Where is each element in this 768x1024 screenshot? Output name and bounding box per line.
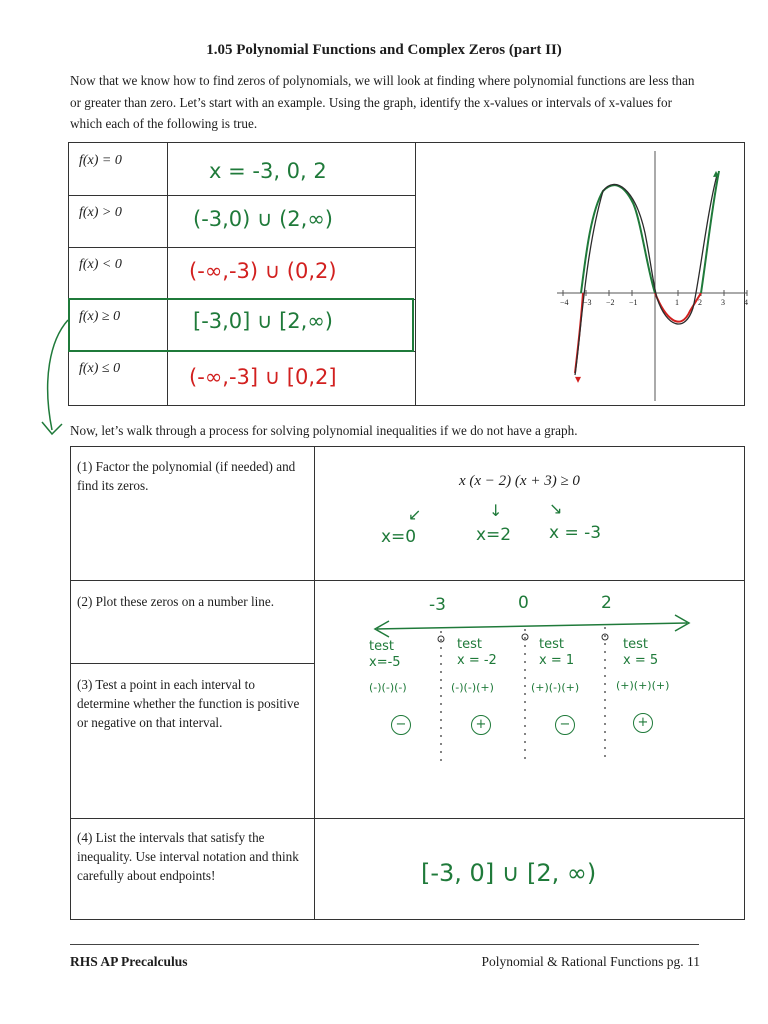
zero-x-neg3: x = -3 xyxy=(549,523,602,543)
zero-x-0: x=0 xyxy=(381,527,417,547)
number-line xyxy=(367,587,697,767)
condition-lt-zero: f(x) < 0 xyxy=(79,257,122,272)
number-line-label-0: 0 xyxy=(518,593,529,613)
positive-curve-right xyxy=(701,171,719,293)
arrow-down-right-icon: ↘ xyxy=(549,499,563,518)
signs-interval-4: (+)(+)(+) xyxy=(616,679,670,692)
footer-rule xyxy=(70,944,699,945)
signs-interval-1: (-)(-)(-) xyxy=(369,681,407,694)
x-tick-label: −3 xyxy=(583,298,592,307)
arrow-down-icon: ▾ xyxy=(575,372,582,386)
x-tick-label: 4 xyxy=(744,298,748,307)
x-tick-label: −1 xyxy=(629,298,638,307)
signs-interval-3: (+)(-)(+) xyxy=(531,681,580,694)
arrow-down-icon: ↓ xyxy=(489,501,503,520)
step-list-intervals: (4) List the intervals that satisfy the inequality. Use interval notation and think carefully about endpoints! xyxy=(77,830,299,883)
x-tick-label: −2 xyxy=(606,298,615,307)
highlight-box xyxy=(68,298,414,352)
steps-table xyxy=(70,446,745,920)
negative-curve xyxy=(575,293,701,373)
footer-page: Polynomial & Rational Functions pg. 11 xyxy=(481,954,700,969)
sign-result-interval-4: + xyxy=(633,713,653,733)
zero-x-2: x=2 xyxy=(476,525,512,545)
step-plot-zeros: (2) Plot these zeros on a number line. xyxy=(77,594,275,609)
answer-gt-zero: (-3,0) ∪ (2,∞) xyxy=(193,207,333,231)
step-factor: (1) Factor the polynomial (if needed) and find its zeros. xyxy=(77,459,296,493)
number-line-label-2: 2 xyxy=(601,593,612,613)
answer-lt-zero: (-∞,-3) ∪ (0,2) xyxy=(189,259,337,283)
answer-le-zero: (-∞,-3] ∪ [0,2] xyxy=(189,365,337,389)
x-tick-label: 3 xyxy=(721,298,725,307)
number-line-label-neg3: -3 xyxy=(429,595,446,615)
condition-gt-zero: f(x) > 0 xyxy=(79,205,122,220)
test-interval-3: test x = 1 xyxy=(539,637,575,668)
inequality-expression: x (x − 2) (x + 3) ≥ 0 xyxy=(459,473,580,489)
answer-eq-zero: x = -3, 0, 2 xyxy=(209,159,327,183)
conditions-table xyxy=(68,142,748,406)
test-interval-2: test x = -2 xyxy=(457,637,497,668)
condition-le-zero: f(x) ≤ 0 xyxy=(79,361,121,376)
x-tick-label: 1 xyxy=(675,298,679,307)
margin-arrow-icon xyxy=(36,310,76,450)
step-test-points: (3) Test a point in each interval to determine whether the function is positive or negative on that interval. xyxy=(77,677,300,730)
intro-paragraph: Now that we know how to find zeros of polynomials, we will look at finding where polynomial functions are less than or greater than zero. Let’s start with an example. Using the graph, identify the x-values or intervals of x-values for which each of the following is true. xyxy=(70,73,695,131)
polynomial-graph xyxy=(485,143,748,405)
page-title: 1.05 Polynomial Functions and Complex Zeros (part II) xyxy=(206,42,562,58)
signs-interval-2: (-)(-)(+) xyxy=(451,681,494,694)
arrow-down-left-icon: ↙ xyxy=(408,505,422,524)
x-tick-label: −4 xyxy=(560,298,569,307)
footer-course: RHS AP Precalculus xyxy=(70,954,188,969)
final-answer: [-3, 0] ∪ [2, ∞) xyxy=(421,859,597,887)
sign-result-interval-2: + xyxy=(471,715,491,735)
test-interval-4: test x = 5 xyxy=(623,637,659,668)
condition-eq-zero: f(x) = 0 xyxy=(79,153,122,168)
condition-ge-zero: f(x) ≥ 0 xyxy=(79,309,121,324)
test-interval-1: test x=-5 xyxy=(369,639,401,670)
x-tick-label: 2 xyxy=(698,298,702,307)
walkthrough-intro: Now, let’s walk through a process for solving polynomial inequalities if we do not have a graph. xyxy=(70,423,578,438)
sign-result-interval-1: − xyxy=(391,715,411,735)
sign-result-interval-3: − xyxy=(555,715,575,735)
arrow-up-icon: ▴ xyxy=(713,166,720,180)
answer-ge-zero: [-3,0] ∪ [2,∞) xyxy=(193,309,333,333)
